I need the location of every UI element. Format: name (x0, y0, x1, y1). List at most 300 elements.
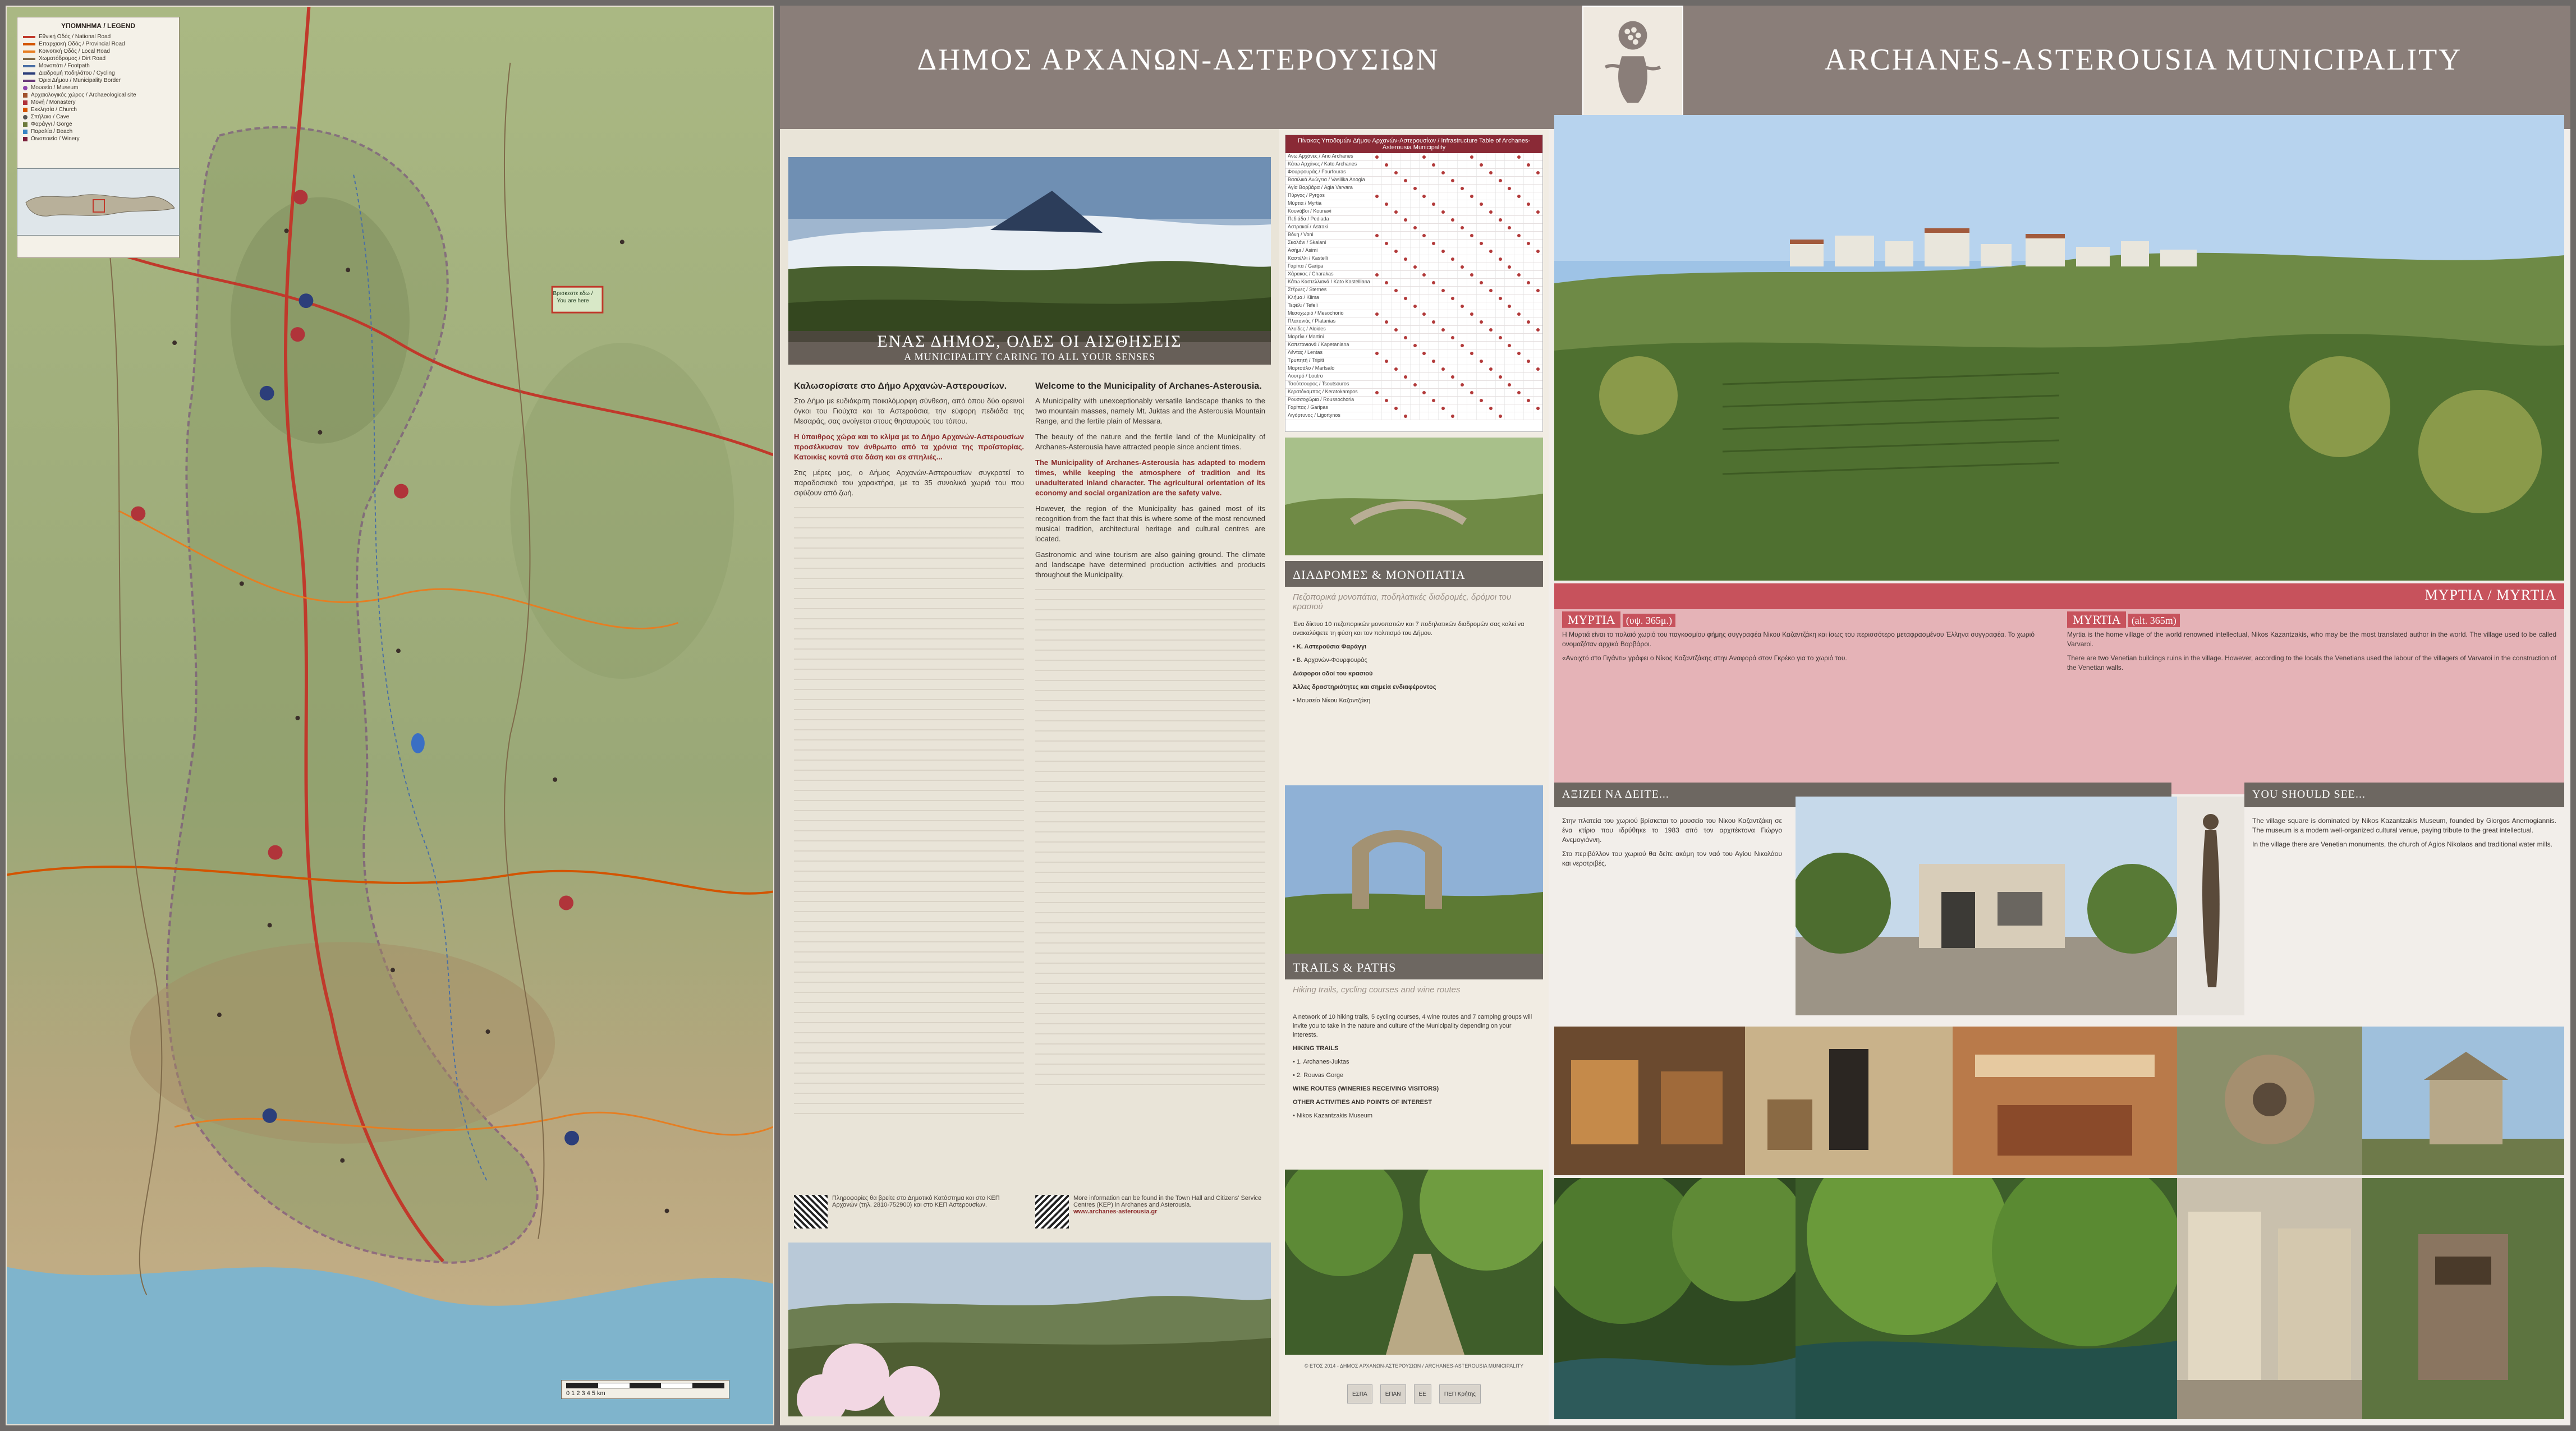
statue-photo (2177, 797, 2244, 1015)
table-cell (1486, 232, 1495, 239)
table-cell (1401, 349, 1410, 357)
table-row (1285, 389, 1542, 397)
table-cell (1523, 326, 1533, 333)
marker-dot-icon (1480, 399, 1483, 402)
table-cell (1486, 381, 1495, 388)
table-cell (1533, 240, 1542, 247)
table-cell (1467, 318, 1476, 325)
table-cell (1381, 302, 1391, 310)
beach-icon (23, 130, 27, 134)
table-cell (1533, 232, 1542, 239)
see-greek-text: Στην πλατεία του χωριού βρίσκεται το μουσείο του Νίκου Καζαντζάκη σε ένα κτίριο που ιδρύθηκε το 1983 από τον αρχιτέκτονα Γιώργο Ανεμογιάννη. (1562, 817, 1782, 844)
table-cell (1410, 318, 1420, 325)
table-cell (1391, 326, 1401, 333)
table-cell (1401, 153, 1410, 160)
table-cell (1410, 216, 1420, 223)
legend-item: Φαράγγι / Gorge (23, 121, 173, 128)
table-cell (1514, 397, 1523, 404)
table-cell (1448, 381, 1457, 388)
table-cell (1429, 397, 1438, 404)
table-cell (1495, 279, 1505, 286)
marker-dot-icon (1422, 391, 1426, 394)
marker-dot-icon (1385, 281, 1388, 284)
table-row-label: Χάρακας / Charakas (1288, 271, 1334, 277)
table-cell (1391, 318, 1401, 325)
table-cell (1467, 263, 1476, 270)
table-cell (1372, 287, 1381, 294)
gorge-river-image (1554, 1178, 1796, 1419)
table-cell (1504, 177, 1514, 184)
table-row-label: Κάτω Αρχάνες / Kato Archanes (1288, 161, 1357, 167)
table-cell (1372, 342, 1381, 349)
table-cell (1533, 326, 1542, 333)
table-cell (1401, 302, 1410, 310)
table-cell (1495, 310, 1505, 318)
table-cell (1523, 208, 1533, 215)
marker-dot-icon (1385, 320, 1388, 324)
table-cell (1476, 169, 1486, 176)
marker-dot-icon (1489, 171, 1493, 174)
table-cell (1419, 412, 1429, 420)
table-row (1285, 287, 1542, 295)
table-cell (1381, 295, 1391, 302)
table-cell (1486, 302, 1495, 310)
table-cell (1372, 365, 1381, 372)
table-cell (1467, 153, 1476, 160)
marker-dot-icon (1461, 187, 1464, 190)
table-cell (1514, 310, 1523, 318)
table-cell (1514, 349, 1523, 357)
marker-dot-icon (1432, 242, 1435, 245)
marker-dot-icon (1517, 312, 1521, 316)
myrtia-greek-label: ΜΥΡΤΙΑ (1562, 611, 1620, 628)
table-cell (1495, 381, 1505, 388)
table-cell (1448, 232, 1457, 239)
marker-dot-icon (1375, 352, 1379, 355)
website-link[interactable]: www.archanes-asterousia.gr (1073, 1208, 1158, 1215)
table-cell (1467, 240, 1476, 247)
table-cell (1429, 255, 1438, 263)
hero-heading-band (788, 331, 1271, 365)
table-cell (1410, 295, 1420, 302)
table-cell (1467, 208, 1476, 215)
table-cell (1448, 295, 1457, 302)
table-cell (1391, 397, 1401, 404)
table-cell (1438, 161, 1448, 168)
marker-dot-icon (1441, 367, 1445, 371)
table-cell (1514, 318, 1523, 325)
table-row-cells (1372, 397, 1542, 404)
table-cell (1410, 185, 1420, 192)
table-cell (1429, 318, 1438, 325)
table-cell (1504, 287, 1514, 294)
table-cell (1401, 295, 1410, 302)
welcome-greek-paragraph: Στις μέρες μας, ο Δήμος Αρχανών-Αστερουσίων συγκρατεί το παραδοσιακό του χαρακτήρα, με τα 35 συνολικά χωριά του που σφύζουν από ζωή. (794, 468, 1024, 497)
table-cell (1429, 357, 1438, 365)
table-cell (1401, 373, 1410, 380)
table-cell (1476, 349, 1486, 357)
table-cell (1533, 192, 1542, 200)
table-row-cells (1372, 349, 1542, 357)
see-greek-text: Στο περιβάλλον του χωριού θα δείτε ακόμη τον ναό του Αγίου Νικολάου και νεροτριβές. (1562, 850, 1782, 867)
table-cell (1486, 255, 1495, 263)
table-cell (1504, 404, 1514, 412)
marker-dot-icon (1517, 195, 1521, 198)
table-cell (1495, 389, 1505, 396)
table-cell (1429, 224, 1438, 231)
table-row (1285, 200, 1542, 208)
table-cell (1429, 326, 1438, 333)
table-cell (1467, 279, 1476, 286)
table-cell (1476, 357, 1486, 365)
marker-dot-icon (1385, 399, 1388, 402)
table-cell (1504, 302, 1514, 310)
marker-dot-icon (1413, 187, 1417, 190)
table-cell (1410, 310, 1420, 318)
trails-english-list-item: OTHER ACTIVITIES AND POINTS OF INTEREST (1293, 1099, 1432, 1106)
table-cell (1419, 161, 1429, 168)
table-cell (1533, 255, 1542, 263)
table-cell (1457, 263, 1467, 270)
table-cell (1486, 224, 1495, 231)
table-row-label: Μεσοχωριό / Mesochorio (1288, 310, 1344, 316)
table-cell (1401, 271, 1410, 278)
table-cell (1514, 153, 1523, 160)
myrtia-english-text: There are two Venetian buildings ruins in the village. However, according to the locals the Venetians used the labour of the villagers of Varvaroi in the construction of the Venetian walls. (2067, 654, 2556, 671)
table-cell (1391, 263, 1401, 270)
table-cell (1523, 287, 1533, 294)
table-cell (1401, 247, 1410, 255)
myrtia-greek-block (1554, 609, 2042, 794)
table-cell (1401, 200, 1410, 208)
table-cell (1410, 302, 1420, 310)
table-cell (1533, 334, 1542, 341)
border-swatch-icon (23, 80, 35, 82)
table-cell (1448, 169, 1457, 176)
table-cell (1467, 247, 1476, 255)
marker-dot-icon (1404, 257, 1407, 261)
table-row-cells (1372, 169, 1542, 176)
marker-dot-icon (1480, 281, 1483, 284)
table-row-cells (1372, 271, 1542, 278)
aqueduct-ruins-photo (1285, 785, 1543, 954)
qr-code-icon[interactable] (1035, 1195, 1069, 1228)
table-row-cells (1372, 310, 1542, 318)
table-cell (1467, 216, 1476, 223)
table-row (1285, 161, 1542, 169)
table-cell (1381, 381, 1391, 388)
table-cell (1504, 412, 1514, 420)
marker-dot-icon (1470, 352, 1473, 355)
table-cell (1457, 389, 1467, 396)
table-cell (1429, 404, 1438, 412)
table-cell (1438, 373, 1448, 380)
table-cell (1514, 185, 1523, 192)
table-cell (1410, 412, 1420, 420)
table-cell (1533, 397, 1542, 404)
marker-dot-icon (1517, 155, 1521, 159)
table-cell (1476, 255, 1486, 263)
table-cell (1514, 295, 1523, 302)
table-cell (1514, 208, 1523, 215)
table-cell (1533, 349, 1542, 357)
table-cell (1401, 279, 1410, 286)
legend-item: Παραλία / Beach (23, 128, 173, 135)
trails-heading-english: TRAILS & PATHS (1285, 954, 1543, 979)
table-cell (1495, 161, 1505, 168)
table-cell (1457, 153, 1467, 160)
table-cell (1486, 192, 1495, 200)
table-cell (1401, 263, 1410, 270)
table-cell (1419, 240, 1429, 247)
table-cell (1533, 310, 1542, 318)
marker-dot-icon (1470, 312, 1473, 316)
table-row-label: Πεδιάδα / Pediada (1288, 216, 1329, 222)
table-cell (1448, 200, 1457, 208)
marker-dot-icon (1432, 281, 1435, 284)
see-english-text: In the village there are Venetian monuments, the church of Agios Nikolaos and traditional water mills. (2252, 840, 2552, 848)
table-cell (1429, 169, 1438, 176)
marker-dot-icon (1517, 352, 1521, 355)
qr-code-icon[interactable] (794, 1195, 828, 1228)
table-cell (1495, 192, 1505, 200)
table-cell (1495, 397, 1505, 404)
table-cell (1476, 177, 1486, 184)
table-row-label: Άνω Αρχάνες / Ano Archanes (1288, 153, 1353, 159)
legend-item: Διαδρομή ποδηλάτου / Cycling (23, 70, 173, 77)
marker-dot-icon (1451, 336, 1454, 339)
myrtia-title-band: ΜΥΡΤΙΑ / MYRTIA (1554, 583, 2564, 609)
table-cell (1401, 381, 1410, 388)
table-row-cells (1372, 192, 1542, 200)
table-cell (1381, 342, 1391, 349)
table-cell (1457, 357, 1467, 365)
welcome-greek-paragraph: Η ύπαιθρος χώρα και το κλίμα με το Δήμο Αρχανών-Αστερουσίων προσέλκυσαν τον άνθρωπο από τα χρόνια της προϊστορίας. Κατοικίες κοντά στα δάση και σε σπηλιές... (794, 432, 1024, 461)
table-cell (1467, 161, 1476, 168)
table-cell (1381, 326, 1391, 333)
table-cell (1504, 224, 1514, 231)
table-cell (1533, 381, 1542, 388)
table-cell (1495, 177, 1505, 184)
contact-greek-text: Πληροφορίες θα βρείτε στο Δημοτικό Κατάστημα και στο ΚΕΠ Αρχανών (τηλ. 2810-752900) και στο ΚΕΠ Αστερουσίων. (832, 1195, 1000, 1208)
table-cell (1429, 271, 1438, 278)
table-cell (1533, 271, 1542, 278)
kazantzakis-museum-photo (1796, 797, 2177, 1015)
myrtia-greek-text: «Ανοιχτό στο Γιγάντι» γράφει ο Νίκος Καζαντζάκης στην Αναφορά στον Γκρέκο για το χωριό του. (1562, 654, 1847, 662)
table-cell (1410, 177, 1420, 184)
table-cell (1372, 200, 1381, 208)
table-row-cells (1372, 161, 1542, 168)
table-cell (1476, 397, 1486, 404)
table-cell (1372, 373, 1381, 380)
table-cell (1401, 397, 1410, 404)
table-cell (1457, 412, 1467, 420)
table-row-label: Βασιλικά Ανώγεια / Vasilika Anogia (1288, 177, 1365, 182)
table-cell (1486, 185, 1495, 192)
table-cell (1429, 342, 1438, 349)
table-cell (1476, 271, 1486, 278)
table-cell (1457, 185, 1467, 192)
table-row-cells (1372, 357, 1542, 365)
table-cell (1381, 279, 1391, 286)
marker-dot-icon (1441, 328, 1445, 332)
table-cell (1476, 404, 1486, 412)
marker-dot-icon (1461, 383, 1464, 386)
table-cell (1410, 365, 1420, 372)
see-english-text: The village square is dominated by Nikos Kazantzakis Museum, founded by Giorgos Anemogiannis. The museum is a modern well-organized cultural venue, paying tribute to the great intellectual. (2252, 817, 2556, 834)
table-cell (1429, 365, 1438, 372)
table-cell (1401, 255, 1410, 263)
blossom-landscape-image (788, 1243, 1271, 1416)
museum-interior-image (1554, 1027, 1745, 1175)
table-cell (1448, 334, 1457, 341)
mountain-landscape-image (788, 157, 1271, 342)
title-greek: ΔΗΜΟΣ ΑΡΧΑΝΩΝ-ΑΣΤΕΡΟΥΣΙΩΝ (917, 43, 1440, 76)
table-cell (1438, 404, 1448, 412)
marker-dot-icon (1480, 320, 1483, 324)
table-cell (1523, 255, 1533, 263)
table-cell (1372, 404, 1381, 412)
table-row-label: Καπετανιανά / Kapetaniana (1288, 342, 1349, 347)
marker-dot-icon (1441, 289, 1445, 292)
legend-item: Κοινοτική Οδός / Local Road (23, 48, 173, 55)
marker-dot-icon (1536, 328, 1540, 332)
table-cell (1391, 255, 1401, 263)
table-cell (1486, 247, 1495, 255)
marker-dot-icon (1527, 203, 1530, 206)
table-cell (1486, 404, 1495, 412)
table-cell (1438, 255, 1448, 263)
table-cell (1401, 412, 1410, 420)
marker-dot-icon (1527, 399, 1530, 402)
marker-dot-icon (1536, 289, 1540, 292)
table-cell (1457, 169, 1467, 176)
dirt-road-swatch-icon (23, 58, 35, 60)
table-cell (1457, 365, 1467, 372)
old-press-photo (2362, 1178, 2564, 1419)
table-cell (1381, 373, 1391, 380)
welcome-english-title: Welcome to the Municipality of Archanes-Asterousia. (1035, 381, 1262, 391)
table-row-label: Τρυπητή / Tripiti (1288, 357, 1324, 363)
marker-dot-icon (1480, 203, 1483, 206)
table-cell (1372, 349, 1381, 357)
museum-icon (23, 86, 27, 90)
table-cell (1514, 302, 1523, 310)
table-cell (1495, 153, 1505, 160)
see-english-block (2244, 811, 2564, 1018)
infrastructure-table (1285, 135, 1543, 432)
table-cell (1410, 255, 1420, 263)
table-cell (1533, 412, 1542, 420)
village-landscape-image (1554, 115, 2564, 581)
table-row (1285, 318, 1542, 326)
table-cell (1523, 169, 1533, 176)
table-cell (1419, 334, 1429, 341)
table-cell (1429, 192, 1438, 200)
table-cell (1391, 357, 1401, 365)
table-cell (1504, 349, 1514, 357)
table-cell (1467, 389, 1476, 396)
table-cell (1419, 310, 1429, 318)
marker-dot-icon (1413, 383, 1417, 386)
table-cell (1504, 357, 1514, 365)
table-cell (1401, 216, 1410, 223)
archaeological-site-icon (23, 93, 27, 98)
table-cell (1391, 177, 1401, 184)
table-row (1285, 365, 1542, 373)
table-cell (1467, 412, 1476, 420)
table-cell (1523, 381, 1533, 388)
table-row-cells (1372, 318, 1542, 325)
chapel-photo (2362, 1027, 2564, 1175)
marker-dot-icon (1499, 218, 1502, 222)
paths-heading-greek: ΔΙΑΔΡΟΜΕΣ & ΜΟΝΟΠΑΤΙΑ (1285, 561, 1543, 587)
table-cell (1438, 412, 1448, 420)
table-row (1285, 216, 1542, 224)
table-cell (1457, 247, 1467, 255)
legend-item: Οινοποιείο / Winery (23, 135, 173, 142)
table-cell (1429, 287, 1438, 294)
marker-dot-icon (1394, 210, 1398, 214)
water-mill-photo (2177, 1027, 2362, 1175)
marker-dot-icon (1375, 273, 1379, 277)
marker-dot-icon (1413, 305, 1417, 308)
table-cell (1419, 185, 1429, 192)
table-cell (1457, 310, 1467, 318)
marker-dot-icon (1432, 320, 1435, 324)
table-cell (1514, 240, 1523, 247)
table-cell (1410, 192, 1420, 200)
table-cell (1419, 247, 1429, 255)
table-cell (1438, 169, 1448, 176)
table-cell (1372, 295, 1381, 302)
table-cell (1457, 224, 1467, 231)
table-cell (1457, 255, 1467, 263)
marker-dot-icon (1489, 250, 1493, 253)
table-cell (1523, 334, 1533, 341)
table-cell (1419, 365, 1429, 372)
table-cell (1372, 185, 1381, 192)
table-cell (1523, 357, 1533, 365)
table-cell (1486, 153, 1495, 160)
table-cell (1467, 224, 1476, 231)
table-row-label: Λουτρό / Loutro (1288, 373, 1323, 379)
table-cell (1476, 247, 1486, 255)
marker-dot-icon (1508, 187, 1511, 190)
table-cell (1467, 271, 1476, 278)
marker-dot-icon (1499, 336, 1502, 339)
table-cell (1419, 326, 1429, 333)
myrtia-village-photo (1554, 115, 2564, 581)
table-cell (1467, 302, 1476, 310)
table-cell (1391, 232, 1401, 239)
table-row-label: Στέρνες / Sternes (1288, 287, 1327, 292)
table-cell (1401, 185, 1410, 192)
table-cell (1429, 334, 1438, 341)
table-cell (1372, 318, 1381, 325)
see-heading-english: YOU SHOULD SEE... (2244, 783, 2564, 807)
table-cell (1495, 216, 1505, 223)
marker-dot-icon (1441, 171, 1445, 174)
table-cell (1401, 240, 1410, 247)
table-cell (1514, 326, 1523, 333)
table-cell (1419, 200, 1429, 208)
table-cell (1419, 255, 1429, 263)
table-cell (1410, 240, 1420, 247)
table-row-cells (1372, 216, 1542, 223)
table-cell (1476, 342, 1486, 349)
table-cell (1523, 200, 1533, 208)
